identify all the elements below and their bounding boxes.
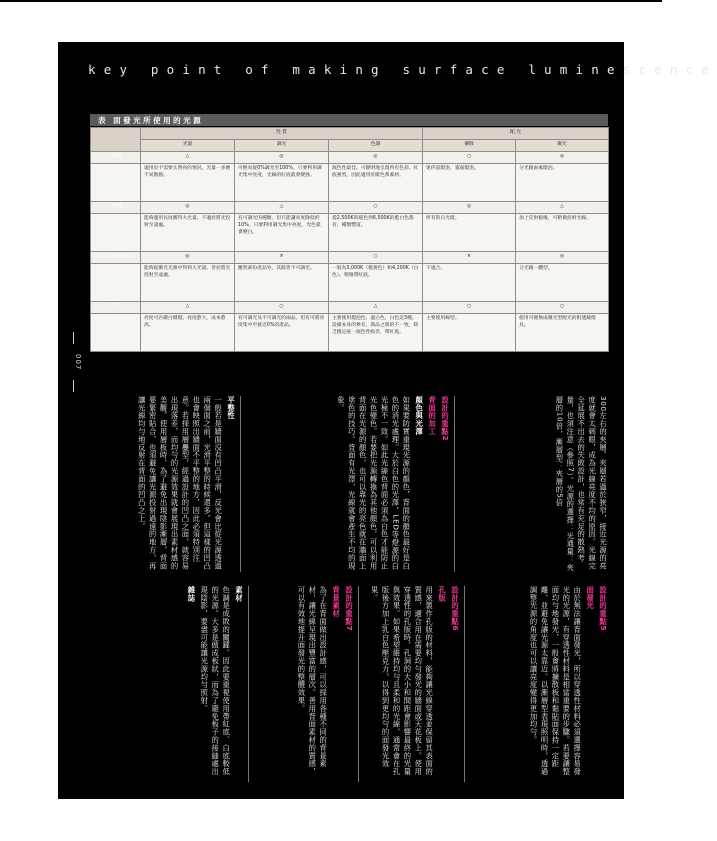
- description-cell: 可輕易從0%調光至100%。只要利用調光集中亮度，光線的紅底就會變強。: [235, 163, 329, 201]
- section-subtitle: 漫射的黏貼面: [604, 784, 605, 794]
- section-body: 可如實呈現漫射的設計感，但如果貼在入手可觸及的地方，就容易沾上手紋或刮傷。: [581, 784, 587, 796]
- section-body: 為了在背面做出設計感，可以採用各種不同的背景素材，讓光線呈現出豐富的層次。善用背面素材的質感，可以有效地提升面發光的整體效果。: [297, 586, 329, 776]
- rating-cell: ◎: [235, 151, 329, 163]
- column-header: 光量: [141, 139, 235, 151]
- rating-cell: ◎: [516, 251, 609, 263]
- description-cell: 從2,500K的暖色到6,500K的藍白色都有，種類豐富。: [329, 213, 423, 251]
- rating-cell: ◎: [516, 151, 609, 163]
- rating-cell: △: [235, 201, 329, 213]
- row-hatch: [91, 263, 141, 301]
- description-cell: 亮度可匹敵白熾燈。亮度愈大，成本愈高。: [141, 313, 235, 351]
- section-heading: 素材: [235, 586, 244, 602]
- description-cell: 主要使用燈泡色、溫白色、白色這3種。設備本身的參差，商品之間的不一致，缺乏穩定統一演色性較差，帶紅底。: [329, 313, 423, 351]
- section-subtitle: 面發光: [586, 586, 596, 610]
- description-cell: 能夠運用長度獲得大光量。不適於將光投射至遠處。: [141, 213, 235, 251]
- section-body: 如果要防實重現光源的顏色，背面的顏色最好是白色的消光處理。大於白色的光澤，LED等燈源的白光極不一致。如此光線色背面必須為白色才能防止光色變色。若要把光源轉換為其他顏色，可以利用背面在光源的顏色，也可以靠光的亮色就在牆面上塗色的技巧。背面有光澤，光線就會產生不均的現象。: [336, 396, 412, 571]
- section-heading: 平整性: [227, 396, 236, 420]
- column-upper-right: [460, 396, 608, 572]
- column-lower-center-right: [364, 586, 460, 782]
- column-divider: [464, 586, 465, 782]
- overflow-text-holder: [90, 784, 608, 796]
- description-cell: 一般為3,000K（橙黃色）和4,200K（白色）。稍微帶紅底。: [329, 263, 423, 301]
- rating-cell: △: [141, 151, 235, 163]
- intro-text: 300左右的夾層。夾層若過於狹窄，接近光源的亮度就會太刺眼，成為光線亮度不均的原因。光線完全延展不出去的失敗設計，也常有充足的散熱考量，也須注意（參照7）。光源的選擇：光通量：夾層的10倍，漸層型：夾層的5倍: [555, 396, 608, 572]
- section-heading: 雜誌: [187, 586, 197, 602]
- group-header-properties: 性 質: [141, 128, 423, 140]
- rating-cell: △: [329, 301, 423, 313]
- column-header: 擴散: [423, 139, 516, 151]
- page-number-rule-bottom: [73, 380, 74, 392]
- page-number: 007: [74, 353, 82, 371]
- row-hatch: [91, 163, 141, 201]
- description-cell: 演色性最佳。可靜明地呈現所有色彩。紅底強烈，因此適用於暖色系素材。: [329, 163, 423, 201]
- rating-cell: ◎: [141, 251, 235, 263]
- light-source-table: [90, 114, 608, 352]
- rating-cell: △: [516, 201, 609, 213]
- comparison-grid: [90, 127, 609, 352]
- column-divider: [454, 396, 455, 572]
- rating-cell: ◎: [329, 151, 423, 163]
- rating-cell: ○: [329, 201, 423, 213]
- column-divider: [358, 586, 359, 782]
- column-lower-center-left: [254, 586, 354, 782]
- description-cell: 適用於不需要太明亮的情況。光量一多便不易散熱。: [141, 163, 235, 201]
- section-body: 可維持品質，但因為穿透光線比較少，所以透明度會較差。使用點狀反面時，背面材質的凹凸很容易被映照出來。另外，發光面的亮度會降低，表面較容易透。: [565, 784, 576, 796]
- column-upper-left: [90, 396, 236, 572]
- section-body: 色調是成敗的關鍵。因此要重視使用帶紅底、白底較低的光源。大多是做成板狀，而為了避免板子的接縫處出現陰影，要盡可能讓光源均勻照射。: [200, 586, 232, 776]
- description-cell: 主要使用線型。: [423, 313, 516, 351]
- rating-cell: ◎: [141, 201, 235, 213]
- column-upper-middle: [246, 396, 450, 572]
- column-divider: [248, 586, 249, 782]
- section-subtitle: 背面的加工: [428, 396, 438, 436]
- description-cell: 雖然部份產品外，其餘皆不可調光。: [235, 263, 329, 301]
- section-subtitle: 遮光: [559, 784, 560, 788]
- rating-cell: ○: [516, 301, 609, 313]
- column-header: 色調: [329, 139, 423, 151]
- section-body: 由於無法讓背面發光，所以穿透性材料必須選擇容易發光的光源，有穿透性材料是相當重要的步驟。若要讓整面均勻地發光，一般會將擴散板和黏貼面保持一定距離，並避免讓光源太靠近。以漸層型表現照明時，透過調整光源的角度也可以讓亮度變得更加均勻。: [529, 586, 583, 776]
- rating-cell: ×: [235, 251, 329, 263]
- description-cell: 有可調光及不可調光的兩品。但有可將亮度集中至接近0%的產品。: [235, 313, 329, 351]
- description-cell: 分光鏡一體型。: [516, 263, 609, 301]
- rating-cell: ○: [423, 151, 516, 163]
- description-cell: 所有的日光燈。: [423, 213, 516, 251]
- section-body: 最後呈現出來的感覺，會隨擴散的黏貼面不同而有所差異。由於容易呈現光源不均，設計擴散板時要考慮光源與材料的距離，並且選擇適當的方式。: [592, 784, 602, 796]
- rating-cell: ○: [423, 301, 516, 313]
- magazine-page: [58, 42, 717, 799]
- section-title: 設計的重點3: [607, 784, 608, 794]
- section-title: 設計的重點7: [345, 586, 354, 632]
- section-subtitle: 背景素材: [332, 586, 342, 618]
- description-cell: 不適合。: [423, 263, 516, 301]
- rating-cell: ◎: [423, 201, 516, 213]
- section-title: 設計的重點5: [599, 586, 608, 632]
- description-cell: 有可調光的種類，但只能讓亮度降低約10%。只要利用調光集中亮度，光色就會變白。: [235, 213, 329, 251]
- row-label: 小型金屬鹵素燈泡: [91, 251, 141, 263]
- row-hatch: [91, 313, 141, 351]
- rating-cell: △: [141, 301, 235, 313]
- column-lower-left: [90, 586, 244, 782]
- rating-cell: ×: [423, 251, 516, 263]
- group-header-fit: 配 光: [423, 128, 609, 140]
- description-cell: 使用可變換成聚光型配光的附透鏡燈具。: [516, 313, 609, 351]
- section-body: 用來製作孔版的材料，能夠讓光線穿透並保留其表面的質感，適合用在需要均勻發光的牆面或天花板上。使用穿透性的孔版時，孔洞的大小和間距會影響最終的光量與效果。如果希望維持均勻且柔和的光線，通常會在孔版後方加上乳白色壓克力，以得到更均勻的面發光效果。: [370, 586, 435, 776]
- column-divider: [240, 396, 241, 572]
- description-cell: 分光鏡鹵素燈泡。: [516, 163, 609, 201]
- section-heading: 點狀型: [589, 784, 590, 789]
- section-heading: 點狀反面: [578, 784, 579, 791]
- page-headline: key point of making surface luminescence: [88, 62, 717, 77]
- table-title: 表 面發光所使用的光源: [90, 114, 608, 127]
- rating-cell: ○: [235, 301, 329, 313]
- table-corner: [91, 128, 141, 152]
- section-body: 一般若是牆面沒有凹凸平滑，反光會比從光源透過兩個面之前，光滑平整的時候還多。但這樣的凹凸也會映照出牆面不平整的地方，因此必須特別注意。若採用層疊型，經過設計的凹凸之面，就容易出現落差，而均勻的光源效果就會展現出素材感的美觀。使用層板時，為了避免出現陰影漸層，背面要緊密貼合，也須避免讓光源投射過遠的地方，再讓光線均勻地反射在背面的凹凸之上。: [137, 396, 224, 570]
- section-heading: 顏色與光澤: [415, 396, 425, 436]
- column-header: 聚光: [516, 139, 609, 151]
- section-body: 設計須在漫射型面的遮光上下功夫，發光時，請務必要確認光源的遮光性。光線漏出，可能會讓整體的美觀大打折扣。材料的邊框、導光板邊緣的透光性如何，以及漫射型面與牆面等相接的部份，都需要仔細確認。若是希望遮住光源不均的問題，可以在光源與擴散板之間加上遮光材料。使用漫射型面時，除了要注意光源不均的問題，也要把光源外露和漏光的部份都遮蔽起來。: [533, 784, 557, 796]
- column-lower-right: [470, 586, 608, 782]
- page-number-rule-top: [73, 332, 74, 344]
- section-title: 設計的重點6: [451, 586, 460, 632]
- section-title: 設計的重點2: [441, 396, 450, 442]
- description-cell: 能夠從聚光光源中得到大光量。善於將光投射至遠處。: [141, 263, 235, 301]
- row-hatch: [91, 213, 141, 251]
- page-number-marker: [60, 332, 90, 392]
- description-cell: 加上反射板後，可稍微投射光線。: [516, 213, 609, 251]
- rating-cell: ○: [329, 251, 423, 263]
- row-label: 白熾燈: [91, 151, 141, 163]
- section-title: 設計的重點4: [562, 784, 563, 794]
- row-label: LED: [91, 301, 141, 313]
- column-header: 調光: [235, 139, 329, 151]
- section-subtitle: 孔版: [438, 586, 448, 602]
- description-cell: 迷你氪燈泡、霧面燈泡。: [423, 163, 516, 201]
- row-label: 日光燈: [91, 201, 141, 213]
